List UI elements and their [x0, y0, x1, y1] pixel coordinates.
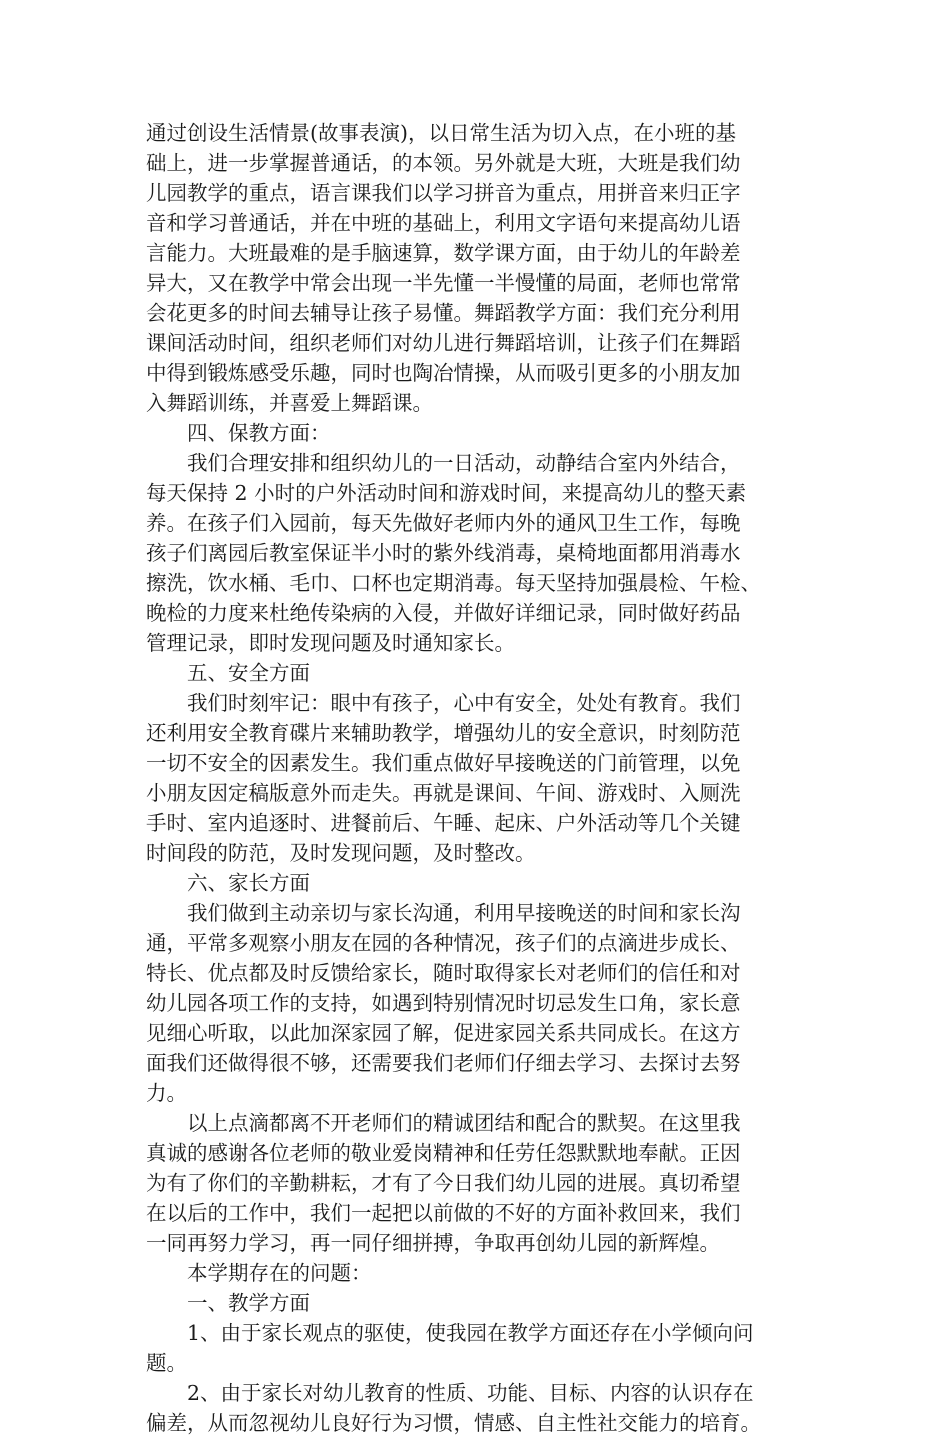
document-body [146, 118, 822, 1438]
text-line: 幼儿园各项工作的支持，如遇到特别情况时切忌发生口角，家长意 [146, 991, 741, 1015]
text-line: 一同再努力学习，再一同仔细拼搏，争取再创幼儿园的新辉煌。 [146, 1231, 720, 1255]
text-line: 儿园教学的重点，语言课我们以学习拼音为重点，用拼音来归正字 [146, 181, 741, 205]
text-line: 管理记录，即时发现问题及时通知家长。 [146, 631, 515, 655]
text-line: 养。在孩子们入园前，每天先做好老师内外的通风卫生工作，每晚 [146, 511, 741, 535]
text-line: 五、安全方面 [187, 661, 310, 685]
text-line: 入舞蹈训练，并喜爱上舞蹈课。 [146, 391, 433, 415]
text-line: 本学期存在的问题： [187, 1261, 372, 1285]
text-line: 言能力。大班最难的是手脑速算，数学课方面，由于幼儿的年龄差 [146, 241, 741, 265]
text-line: 见细心听取，以此加深家园了解，促进家园关系共同成长。在这方 [146, 1021, 741, 1045]
text-line: 础上，进一步掌握普通话，的本领。另外就是大班，大班是我们幼 [146, 151, 741, 175]
text-line: 课间活动时间，组织老师们对幼儿进行舞蹈培训，让孩子们在舞蹈 [146, 331, 741, 355]
text-line: 题。 [146, 1351, 187, 1375]
text-line: 四、保教方面： [187, 421, 331, 445]
text-line: 每天保持 2 小时的户外活动时间和游戏时间，来提高幼儿的整天素 [146, 481, 747, 505]
text-line: 偏差，从而忽视幼儿良好行为习惯，情感、自主性社交能力的培育。 [146, 1411, 761, 1435]
text-line: 小朋友因定稿版意外而走失。再就是课间、午间、游戏时、入厕洗 [146, 781, 741, 805]
text-line: 孩子们离园后教室保证半小时的紫外线消毒，桌椅地面都用消毒水 [146, 541, 741, 565]
text-line: 我们合理安排和组织幼儿的一日活动，动静结合室内外结合， [187, 451, 741, 475]
text-line: 异大，又在教学中常会出现一半先懂一半慢懂的局面，老师也常常 [146, 271, 741, 295]
text-line: 中得到锻炼感受乐趣，同时也陶冶情操，从而吸引更多的小朋友加 [146, 361, 741, 385]
text-line: 六、家长方面 [187, 871, 310, 895]
text-line: 时间段的防范，及时发现问题，及时整改。 [146, 841, 536, 865]
text-line: 为有了你们的辛勤耕耘，才有了今日我们幼儿园的进展。真切希望 [146, 1171, 741, 1195]
text-line: 还利用安全教育碟片来辅助教学，增强幼儿的安全意识，时刻防范 [146, 721, 741, 745]
text-line: 面我们还做得很不够，还需要我们老师们仔细去学习、去探讨去努 [146, 1051, 741, 1075]
text-line: 手时、室内追逐时、进餐前后、午睡、起床、户外活动等几个关键 [146, 811, 741, 835]
text-line: 擦洗，饮水桶、毛巾、口杯也定期消毒。每天坚持加强晨检、午检、 [146, 571, 761, 595]
text-line: 通，平常多观察小朋友在园的各种情况，孩子们的点滴进步成长、 [146, 931, 741, 955]
text-line: 会花更多的时间去辅导让孩子易懂。舞蹈教学方面：我们充分利用 [146, 301, 741, 325]
text-line: 一切不安全的因素发生。我们重点做好早接晚送的门前管理，以免 [146, 751, 741, 775]
text-line: 2、由于家长对幼儿教育的性质、功能、目标、内容的认识存在 [187, 1381, 754, 1405]
text-line: 特长、优点都及时反馈给家长，随时取得家长对老师们的信任和对 [146, 961, 741, 985]
text-line: 一、教学方面 [187, 1291, 310, 1315]
text-line: 在以后的工作中，我们一起把以前做的不好的方面补救回来，我们 [146, 1201, 741, 1225]
text-line: 以上点滴都离不开老师们的精诚团结和配合的默契。在这里我 [187, 1111, 741, 1135]
text-line: 力。 [146, 1081, 187, 1105]
text-line: 真诚的感谢各位老师的敬业爱岗精神和任劳任怨默默地奉献。正因 [146, 1141, 741, 1165]
text-line: 我们时刻牢记：眼中有孩子，心中有安全，处处有教育。我们 [187, 691, 741, 715]
text-line: 晚检的力度来杜绝传染病的入侵，并做好详细记录，同时做好药品 [146, 601, 741, 625]
text-line: 通过创设生活情景(故事表演)，以日常生活为切入点，在小班的基 [146, 121, 736, 145]
text-line: 我们做到主动亲切与家长沟通，利用早接晚送的时间和家长沟 [187, 901, 741, 925]
text-line: 音和学习普通话，并在中班的基础上，利用文字语句来提高幼儿语 [146, 211, 741, 235]
text-line: 1、由于家长观点的驱使，使我园在教学方面还存在小学倾向问 [187, 1321, 754, 1345]
